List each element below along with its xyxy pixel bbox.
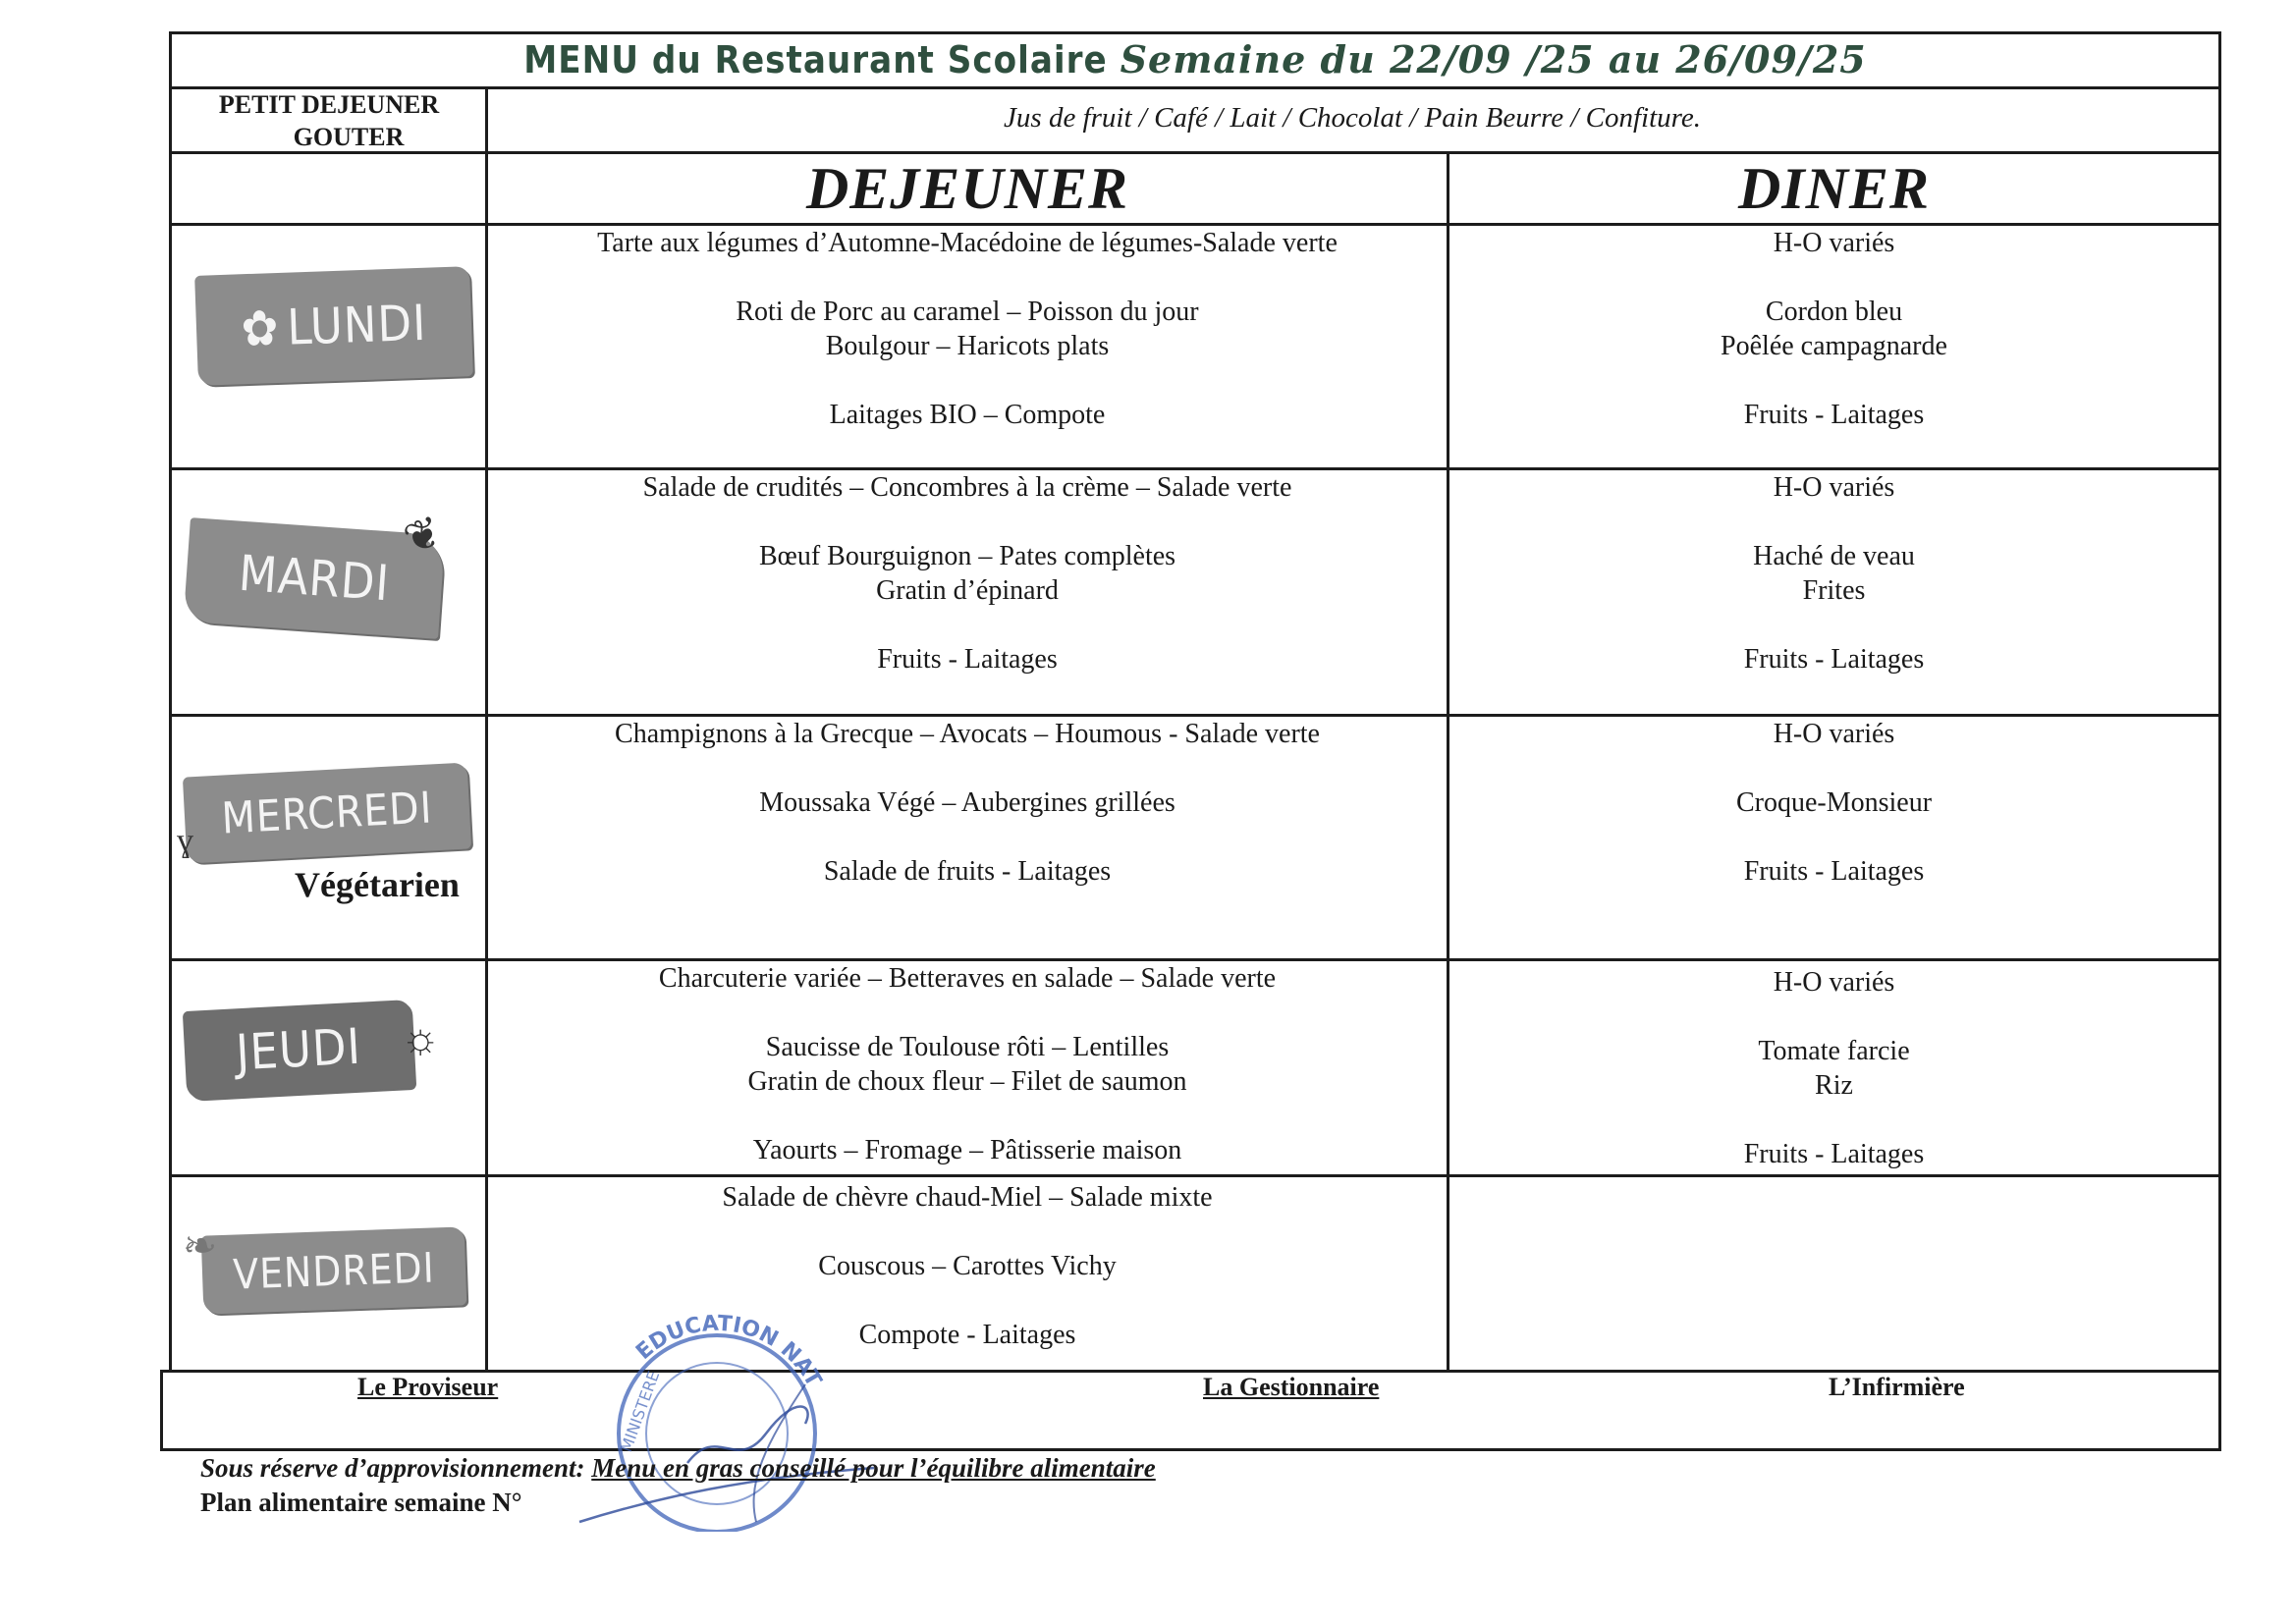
butterfly-icon: ❦	[397, 507, 449, 565]
menu-line: Yaourts – Fromage – Pâtisserie maison	[752, 1135, 1182, 1165]
menu-line: Compote - Laitages	[858, 1320, 1076, 1350]
menu-line: Poêlée campagnarde	[1721, 331, 1947, 361]
column-header-dinner: DINER	[1737, 156, 1931, 221]
footer-reserve: Sous réserve d’approvisionnement:	[200, 1453, 585, 1483]
day-badge-vendredi	[201, 1226, 467, 1314]
leaf-icon: ❧	[183, 1224, 218, 1270]
menu-line: Bœuf Bourguignon – Pates complètes	[758, 541, 1176, 571]
menu-line: Roti de Porc au caramel – Poisson du jour	[736, 297, 1199, 327]
dinner-cell-lundi	[1449, 226, 2218, 432]
footer-plan: Plan alimentaire semaine N°	[200, 1488, 522, 1517]
menu-line: Boulgour – Haricots plats	[825, 331, 1110, 361]
menu-line: H-O variés	[1773, 719, 1895, 749]
menu-line: Couscous – Carottes Vichy	[818, 1251, 1117, 1281]
signature-nurse: L’Infirmière	[1829, 1373, 1965, 1401]
menu-line: Fruits - Laitages	[1743, 400, 1925, 430]
breakfast-label-line1: PETIT DEJEUNER	[218, 90, 440, 119]
table-border-top	[169, 31, 2221, 34]
menu-line: Frites	[1802, 575, 1866, 606]
page-title	[171, 37, 2219, 81]
column-header-lunch: DEJEUNER	[805, 156, 1129, 221]
svg-text:MINISTERE: MINISTERE	[616, 1368, 664, 1455]
breakfast-label-line2: GOUTER	[293, 123, 405, 151]
title-date-range: Semaine du 22/09 /25 au 26/09/25	[1120, 37, 1867, 81]
footer-note	[200, 1453, 1156, 1484]
menu-line: Salade de crudités – Concombres à la crème – Salade verte	[642, 472, 1292, 503]
day-name: JEUDI	[234, 1017, 363, 1082]
dinner-cell-jeudi	[1449, 965, 2218, 1171]
menu-line: Tomate farcie	[1758, 1036, 1910, 1066]
lunch-cell-lundi	[488, 226, 1447, 432]
day-name: VENDREDI	[232, 1242, 436, 1299]
menu-line: Salade de fruits - Laitages	[823, 856, 1112, 887]
lunch-cell-jeudi	[488, 961, 1447, 1167]
lunch-cell-mercredi	[488, 717, 1447, 889]
menu-line: Champignons à la Grecque – Avocats – Houmous - Salade verte	[615, 719, 1320, 749]
table-border-right	[2218, 31, 2221, 1451]
day-name: MERCREDI	[220, 782, 434, 844]
day-name: LUNDI	[286, 294, 428, 356]
signature-manager: La Gestionnaire	[1203, 1373, 1380, 1401]
day-badge-jeudi	[183, 1000, 414, 1100]
menu-line: Fruits - Laitages	[1743, 1139, 1925, 1169]
table-border-bottom	[160, 1448, 2221, 1451]
menu-line: Haché de veau	[1753, 541, 1915, 571]
menu-line: H-O variés	[1773, 472, 1895, 503]
menu-line: Gratin de choux fleur – Filet de saumon	[747, 1066, 1187, 1097]
day-name: MARDI	[237, 544, 392, 613]
menu-line: Fruits - Laitages	[1743, 644, 1925, 675]
menu-line: H-O variés	[1773, 967, 1895, 998]
table-border-left-lower	[160, 1370, 163, 1451]
menu-line: Laitages BIO – Compote	[829, 400, 1106, 430]
menu-line: Cordon bleu	[1765, 297, 1903, 327]
menu-line: Riz	[1815, 1070, 1853, 1101]
dinner-cell-mardi	[1449, 470, 2218, 677]
menu-line: Salade de chèvre chaud-Miel – Salade mixte	[722, 1182, 1213, 1213]
signature-principal: Le Proviseur	[357, 1373, 499, 1401]
menu-line: Saucisse de Toulouse rôti – Lentilles	[765, 1032, 1170, 1062]
lunch-cell-mardi	[488, 470, 1447, 677]
breakfast-items: Jus de fruit / Café / Lait / Chocolat / Pain Beurre / Confiture.	[1004, 102, 1701, 134]
dinner-cell-mercredi	[1449, 717, 2218, 889]
menu-line: Moussaka Végé – Aubergines grillées	[759, 787, 1175, 818]
vegetarian-note: Végétarien	[295, 865, 460, 904]
breakfast-label	[173, 88, 485, 153]
sun-icon: ☼	[401, 1014, 441, 1062]
row-line	[169, 1174, 2221, 1177]
official-stamp	[570, 1286, 884, 1532]
menu-line: Tarte aux légumes d’Automne-Macédoine de légumes-Salade verte	[597, 228, 1338, 258]
footer-advice: Menu en gras conseillé pour l’équilibre alimentaire	[591, 1453, 1156, 1483]
menu-line: Fruits - Laitages	[1743, 856, 1925, 887]
menu-line: Gratin d’épinard	[876, 575, 1059, 606]
menu-line: Charcuterie variée – Betteraves en salade – Salade verte	[658, 963, 1277, 994]
table-border-left	[169, 31, 172, 1373]
menu-line: H-O variés	[1773, 228, 1895, 258]
title-main: MENU du Restaurant Scolaire	[523, 38, 1108, 81]
svg-text:EDUCATION NAT: EDUCATION NAT	[631, 1311, 826, 1391]
menu-line: Fruits - Laitages	[877, 644, 1058, 675]
grass-icon: ɣ	[177, 823, 193, 859]
menu-line: Croque-Monsieur	[1735, 787, 1933, 818]
day-badge-mercredi	[183, 762, 471, 863]
flower-icon: ✿	[240, 298, 281, 358]
day-badge-lundi	[194, 266, 473, 386]
